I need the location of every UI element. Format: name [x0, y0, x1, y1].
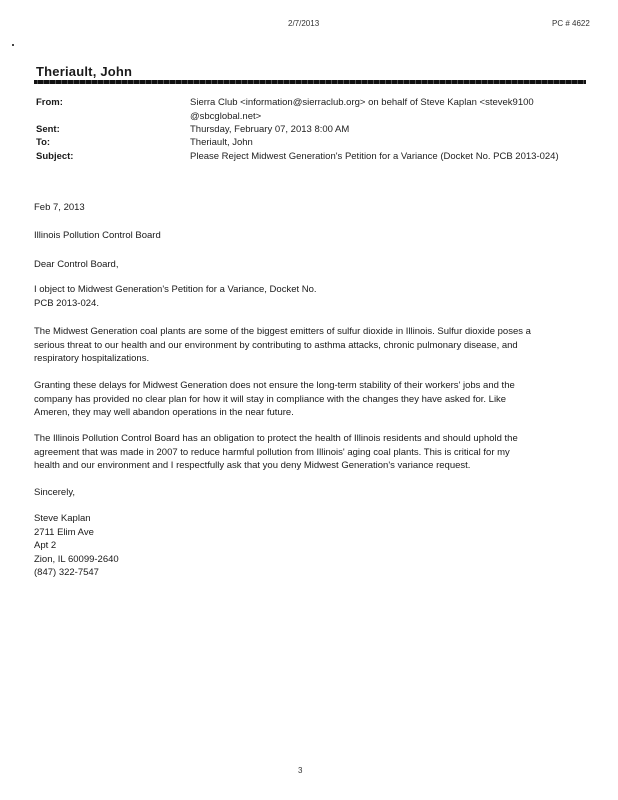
sent-label: Sent: [36, 124, 60, 135]
para3-line1: The Illinois Pollution Control Board has an obligation to protect the health of Illinois residents and should uphold the [34, 433, 518, 444]
para1-line3: respiratory hospitalizations. [34, 353, 150, 364]
from-value-line2: @sbcglobal.net> [190, 111, 262, 122]
phone-number: (847) 322-7547 [34, 567, 99, 578]
address-line2: Apt 2 [34, 540, 57, 551]
signer-name: Steve Kaplan [34, 513, 91, 524]
subject-value: Please Reject Midwest Generation's Petition for a Variance (Docket No. PCB 2013-024) [190, 151, 559, 162]
header-rule [34, 80, 586, 84]
letter-date: Feb 7, 2013 [34, 202, 85, 213]
para2-line1: Granting these delays for Midwest Generation does not ensure the long-term stability of their workers' jobs and the [34, 380, 515, 391]
paragraph-3 [34, 432, 574, 473]
objection-line1: I object to Midwest Generation's Petition for a Variance, Docket No. [34, 284, 317, 295]
from-label: From: [36, 97, 63, 108]
para2-line3: Ameren, they may well abandon operations in the near future. [34, 407, 294, 418]
para1-line2: serious threat to our health and our environment by contributing to asthma attacks, chronic pulmonary disease, and [34, 339, 518, 351]
subject-label: Subject: [36, 151, 74, 162]
objection-paragraph [34, 283, 574, 310]
page-number: 3 [298, 766, 303, 775]
para3-line3: health and our environment and I respectfully ask that you deny Midwest Generation's variance request. [34, 460, 471, 471]
letter-closing: Sincerely, [34, 487, 76, 498]
address-line3: Zion, IL 60099-2640 [34, 553, 119, 565]
from-value [190, 96, 534, 124]
objection-line2: PCB 2013-024. [34, 297, 99, 309]
para3-line2: agreement that was made in 2007 to reduce harmful pollution from Illinois' aging coal plants. This is critical for my [34, 446, 510, 458]
from-value-line1: Sierra Club <information@sierraclub.org> on behalf of Steve Kaplan <stevek9100 [190, 97, 534, 108]
signature-block [34, 512, 574, 580]
sender-name: Theriault, John [36, 64, 133, 79]
to-label: To: [36, 137, 51, 148]
paragraph-1 [34, 325, 574, 366]
letter-salutation: Dear Control Board, [34, 259, 119, 270]
address-line1: 2711 Elim Ave [34, 526, 94, 538]
scan-speck [12, 44, 14, 46]
para1-line1: The Midwest Generation coal plants are some of the biggest emitters of sulfur dioxide in Illinois. Sulfur dioxide poses a [34, 326, 531, 337]
letter-recipient: Illinois Pollution Control Board [34, 230, 161, 241]
para2-line2: company has provided no clear plan for how it will stay in compliance with the changes they have asked for. Like [34, 393, 507, 405]
header-date: 2/7/2013 [288, 19, 320, 28]
sent-value: Thursday, February 07, 2013 8:00 AM [190, 124, 350, 135]
header-reference: PC # 4622 [552, 19, 590, 28]
to-value: Theriault, John [190, 137, 253, 148]
paragraph-2 [34, 379, 574, 420]
